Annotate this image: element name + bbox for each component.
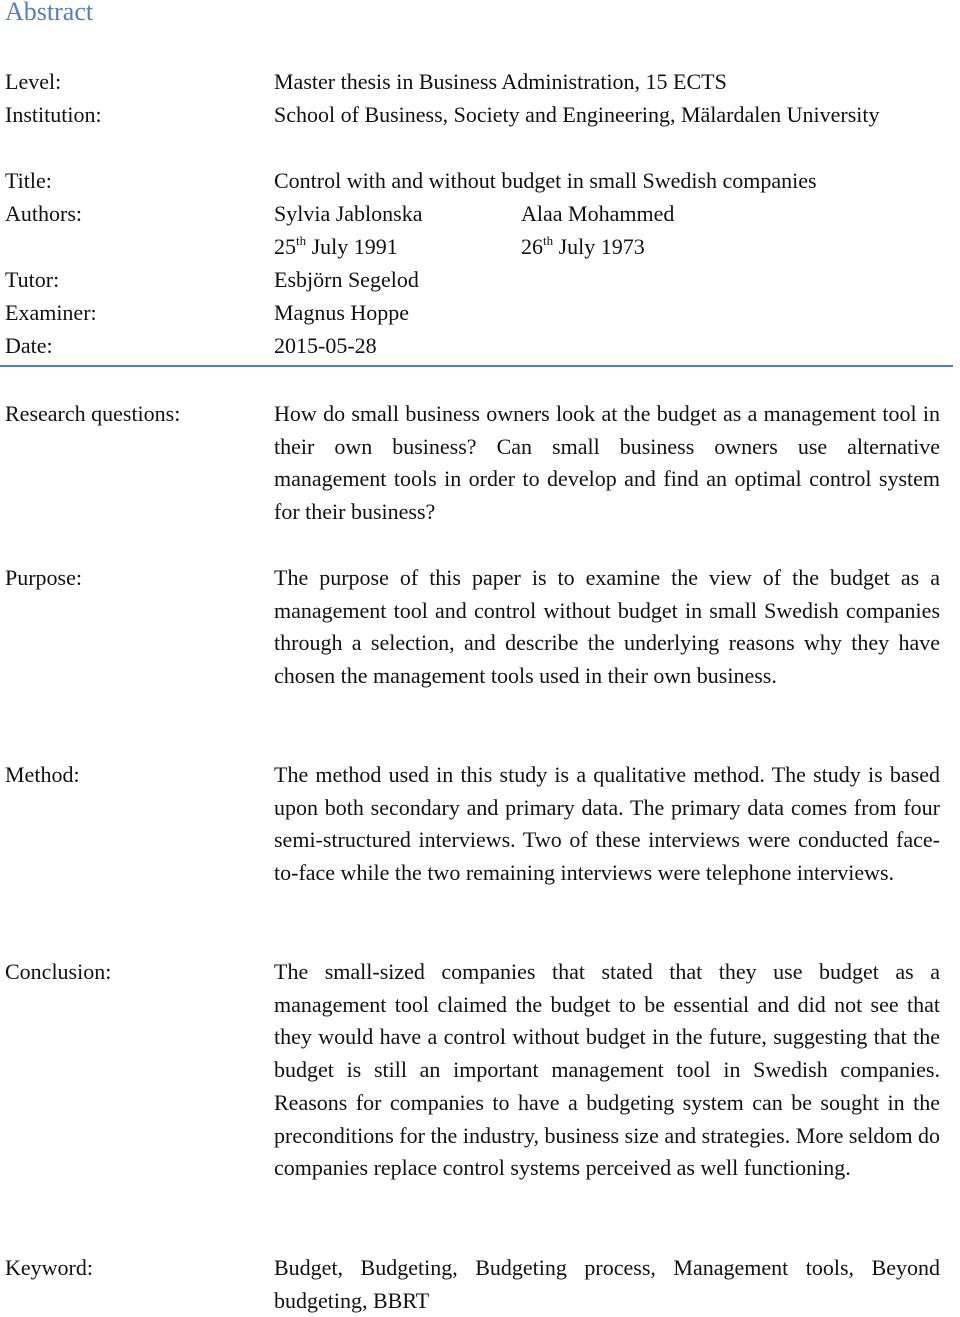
author1-birth-suffix: th xyxy=(296,233,307,248)
method-label: Method: xyxy=(5,762,80,787)
institution-value: School of Business, Society and Engineering, Mälardalen University xyxy=(274,102,880,127)
author1-birth-day: 25 xyxy=(274,234,296,259)
author2-birthdate xyxy=(521,231,645,264)
research-questions-text: How do small business owners look at the budget as a management tool in their own business? Can small business owners use alternative management tools in order to develop and find an optimal control system for their business? xyxy=(274,401,940,525)
section-heading: Abstract xyxy=(5,0,94,26)
research-questions-label: Research questions: xyxy=(5,401,181,426)
keyword-text: Budget, Budgeting, Budgeting process, Management tools, Beyond budgeting, BBRT xyxy=(274,1255,940,1313)
author2-birth-day: 26 xyxy=(521,234,543,259)
title-value: Control with and without budget in small Swedish companies xyxy=(274,168,817,193)
purpose-text: The purpose of this paper is to examine the view of the budget as a management tool and control without budget in small Swedish companies through a selection, and describe the underlying reasons why they have chosen the management tools used in their own business. xyxy=(274,565,940,689)
authors-label: Authors: xyxy=(5,201,82,226)
author2-name: Alaa Mohammed xyxy=(521,201,675,226)
date-label: Date: xyxy=(5,333,53,358)
level-value: Master thesis in Business Administration, 15 ECTS xyxy=(274,69,727,94)
method-text: The method used in this study is a qualitative method. The study is based upon both secondary and primary data. The primary data comes from four semi-structured interviews. Two of these interviews were conducted face-to-face while the two remaining interviews were telephone interviews. xyxy=(274,762,940,886)
keyword-label: Keyword: xyxy=(5,1255,93,1280)
conclusion-label: Conclusion: xyxy=(5,959,112,984)
level-label: Level: xyxy=(5,69,62,94)
author2-birth-suffix: th xyxy=(543,233,554,248)
date-value: 2015-05-28 xyxy=(274,333,377,358)
title-label: Title: xyxy=(5,168,52,193)
author2-birth-rest: July 1973 xyxy=(558,234,645,259)
author1-birth-rest: July 1991 xyxy=(311,234,398,259)
institution-label: Institution: xyxy=(5,102,102,127)
conclusion-text: The small-sized companies that stated that they use budget as a management tool claimed the budget to be essential and did not see that they would have a control without budget in the future, suggesting that the budget is still an important management tool in Swedish companies. Reasons for companies to have a budgeting system can be sought in the preconditions for the industry, business size and strategies. More seldom do companies replace control systems perceived as well functioning. xyxy=(274,959,940,1181)
examiner-value: Magnus Hoppe xyxy=(274,300,410,325)
purpose-label: Purpose: xyxy=(5,565,82,590)
tutor-label: Tutor: xyxy=(5,267,60,292)
tutor-value: Esbjörn Segelod xyxy=(274,267,419,292)
examiner-label: Examiner: xyxy=(5,300,97,325)
section-divider xyxy=(0,365,953,367)
author1-name: Sylvia Jablonska xyxy=(274,201,423,226)
